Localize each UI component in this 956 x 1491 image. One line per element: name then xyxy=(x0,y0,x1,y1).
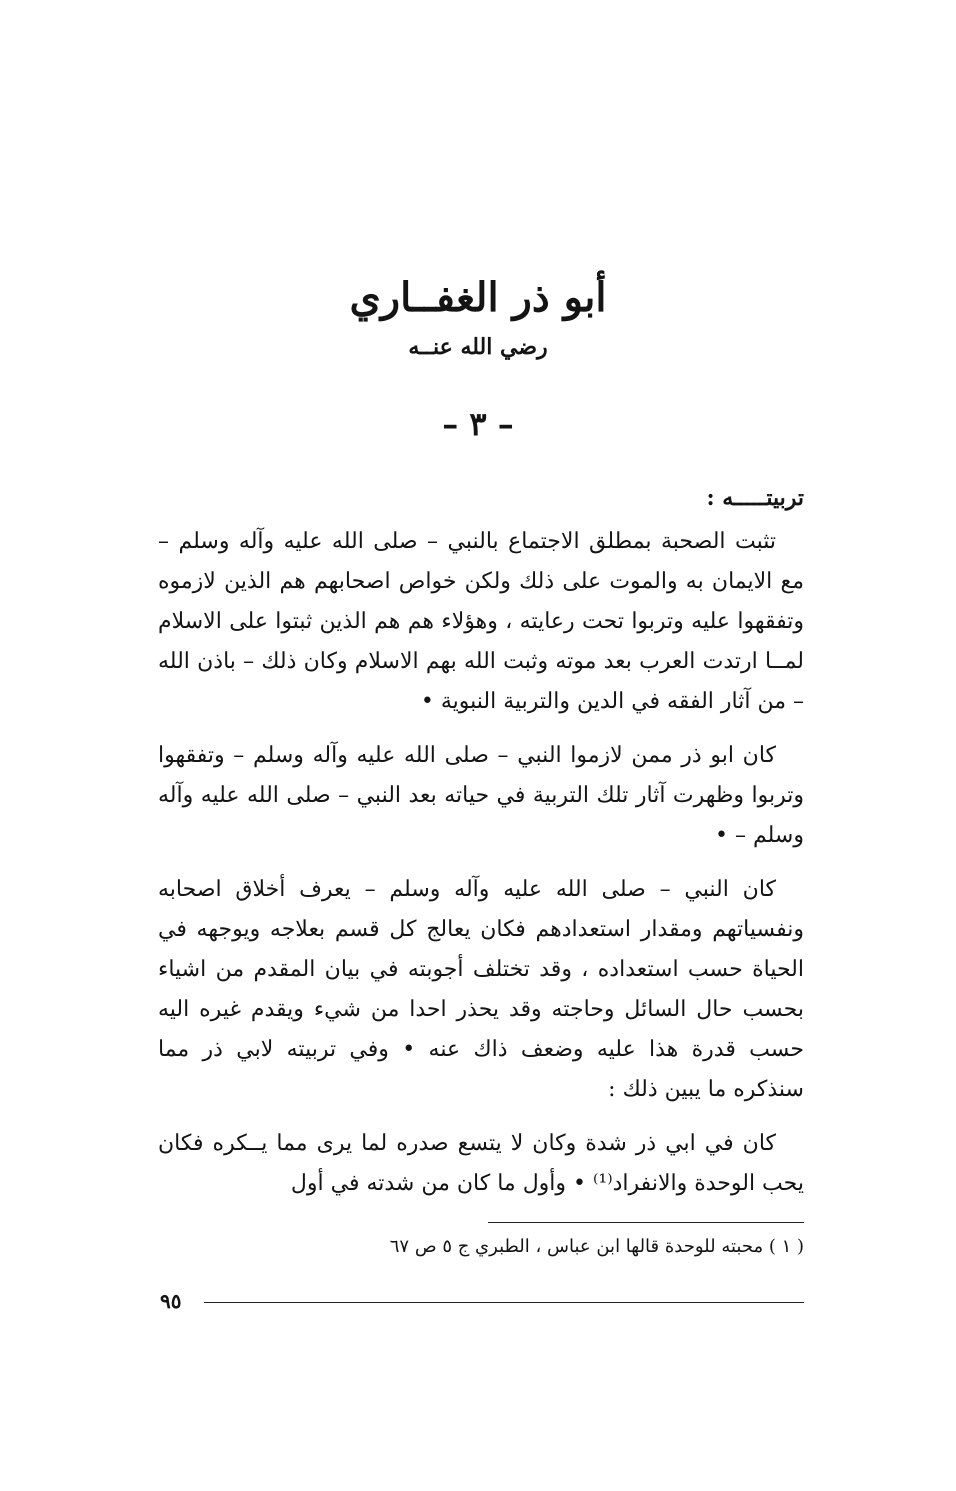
footnote: ( ١ ) محبته للوحدة قالها ابن عباس ، الطبري ج ٥ ص ٦٧ xyxy=(389,1236,804,1257)
footnote-divider xyxy=(488,1222,804,1223)
body-text xyxy=(158,478,804,1218)
page-title: أبو ذر الغفــاري xyxy=(349,274,607,321)
page-subtitle: رضي الله عنــه xyxy=(408,334,548,360)
paragraph: تثبت الصحبة بمطلق الاجتماع بالنبي – صلى الله عليه وآله وسلم – مع الايمان به والموت على ذلك ولكن خواص اصحابهم هم الذين لازموه وتفقهوا عليه وتربوا تحت رعايته ، وهؤلاء هم هم الذين ثبتوا على الاسلام لمــا ارتدت العرب بعد موته وثبت الله بهم الاسلام وكان ذلك – باذن الله – من آثار الفقه في الدين والتربية النبوية • xyxy=(158,529,804,714)
paragraph: كان النبي – صلى الله عليه وآله وسلم – يعرف أخلاق اصحابه ونفسياتهم ومقدار استعدادهم فكان يعالج كل قسم بعلاجه ويوجهه في الحياة حسب استعداده ، وقد تختلف أجوبته في بيان المقدم من اشياء بحسب حال السائل وحاجته وقد يحذر احدا من شيء ويقدم غيره اليه حسب قدرة هذا عليه وضعف ذاك عنه • وفي تربيته لابي ذر مما سنذكره ما يبين ذلك : xyxy=(158,877,804,1102)
page-number: ٩٥ xyxy=(160,1289,182,1313)
section-heading: تربيتـــــه : xyxy=(706,485,804,511)
section-number: – ٣ – xyxy=(442,405,514,443)
paragraph: كان ابو ذر ممن لازموا النبي – صلى الله عليه وآله وسلم – وتفقهوا وتربوا وظهرت آثار تلك التربية في حياته بعد النبي – صلى الله عليه وآله وسلم – • xyxy=(158,743,804,848)
paragraph: كان في ابي ذر شدة وكان لا يتسع صدره لما يرى مما يــكره فكان يحب الوحدة والانفراد⁽¹⁾ • وأول ما كان من شدته في أول xyxy=(158,1131,804,1196)
bottom-divider xyxy=(204,1302,804,1303)
